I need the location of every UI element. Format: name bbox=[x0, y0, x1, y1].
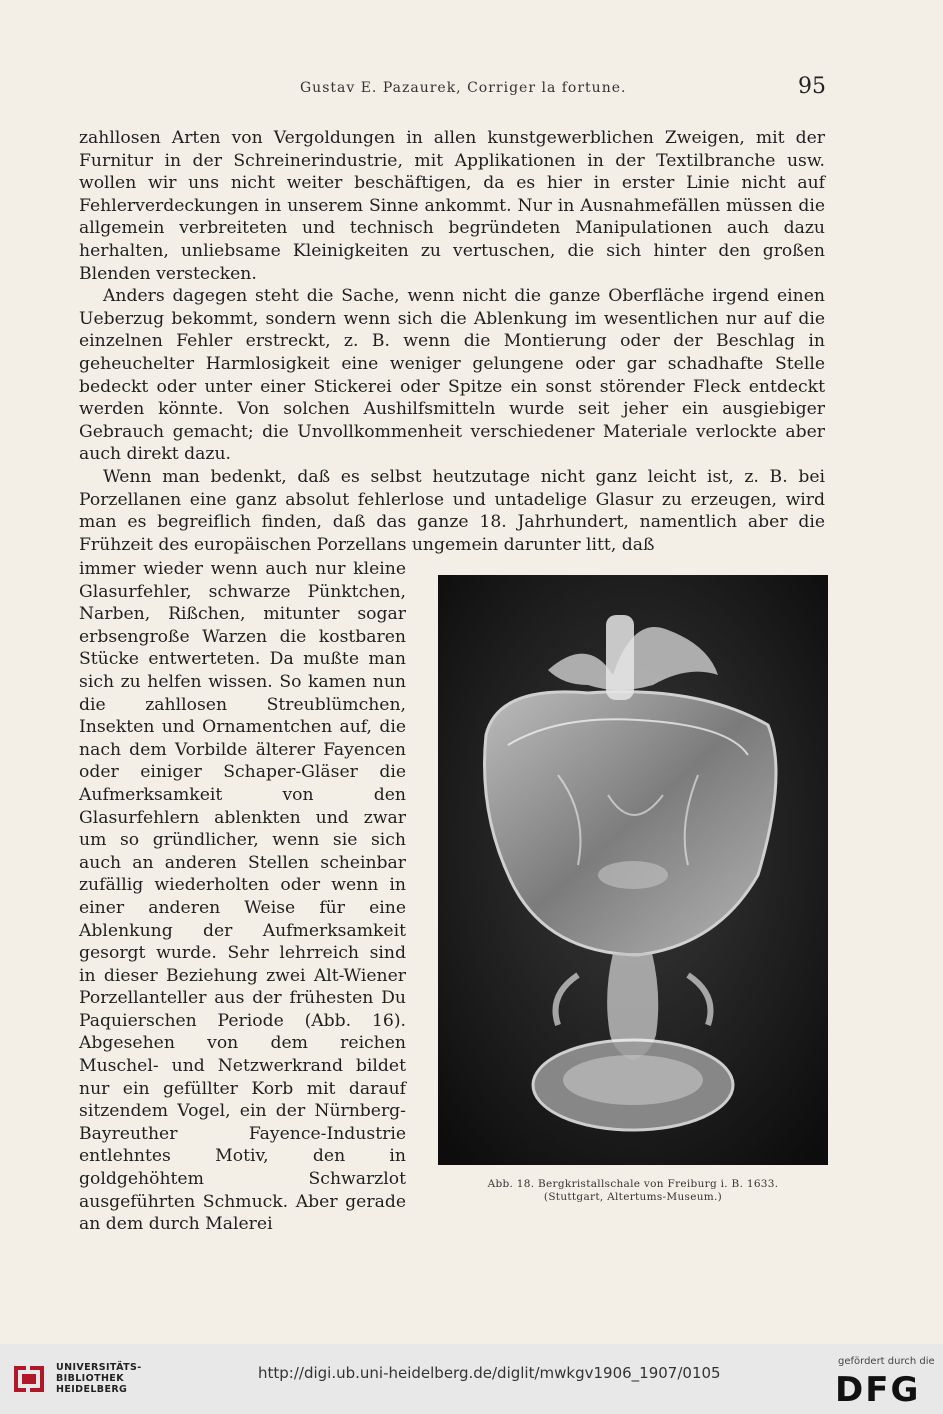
paragraph-2: Anders dagegen steht die Sache, wenn nicht die ganze Oberfläche irgend einen Ueberzug bekommt, sondern wenn sich die Ablenkung im wesentlichen nur auf die einzelnen Fehler erstreckt, z. B. wenn die Montierung oder der Beschlag in geheuchelter Harmlosigkeit eine weniger gelungene oder gar schadhafte Stelle bedeckt oder unter einer Stickerei oder Spitze ein sonst störender Fleck entdeckt werden könnte. Von solchen Aushilfsmitteln wurde seit jeher ein ausgiebiger Gebrauch gemacht; die Unvollkommenheit verschiedener Materiale verlockte aber auch direkt dazu. bbox=[79, 286, 825, 465]
crystal-bowl-illustration bbox=[438, 575, 828, 1165]
running-head bbox=[0, 74, 943, 104]
funded-by-label: gefördert durch die bbox=[838, 1356, 935, 1367]
figure-crystal-bowl-photo bbox=[438, 575, 828, 1165]
body-text bbox=[79, 127, 825, 556]
paragraph-3-continued: immer wieder wenn auch nur kleine Glasurfehler, schwarze Pünktchen, Narben, Rißchen, mitunter sogar erbsengroße Warzen die kostbaren Stücke entwerteten. Da mußte man sich zu helfen wissen. So kamen nun die zahllosen Streublümchen, Insekten und Ornamentchen auf, die nach dem Vorbilde älterer Fayencen oder einiger Schaper-Gläser die Aufmerksamkeit von den Glasurfehlern ablenkten und zwar um so gründlicher, wenn sie sich auch an anderen Stellen scheinbar zufällig wiederholten oder wenn in einer anderen Weise für eine Ablenkung der Aufmerksamkeit gesorgt wurde. Sehr lehrreich sind in dieser Beziehung zwei Alt-Wiener Porzellanteller aus der frühesten Du Paquierschen Periode (Abb. 16). Abgesehen von dem reichen Muschel- und Netzwerkrand bildet nur ein gefüllter Korb mit darauf sitzendem Vogel, ein der Nürnberg-Bayreuther Fayence-Industrie entlehntes Motiv, den in goldgehöhtem Schwarzlot ausgeführten Schmuck. Aber gerade an dem durch Malerei bbox=[79, 559, 406, 1235]
library-name-line-3: HEIDELBERG bbox=[56, 1384, 128, 1395]
page-number: 95 bbox=[798, 74, 826, 99]
paragraph-1: zahllosen Arten von Vergoldungen in allen kunstgewerblichen Zweigen, mit der Furnitur in der Schreinerindustrie, mit Applikationen in der Textilbranche usw. wollen wir uns nicht weiter beschäftigen, da es hier in erster Linie nicht auf Fehlerverdeckungen in unserem Sinne ankommt. Nur in Ausnahmefällen müssen die allgemein verbreiteten und technisch begründeten Manipulationen auch dazu herhalten, unliebsame Kleinigkeiten zu vertuschen, die sich hinter den großen Blenden verstecken. bbox=[79, 128, 825, 284]
figure-caption bbox=[438, 1178, 828, 1204]
paragraph-3: Wenn man bedenkt, daß es selbst heutzutage nicht ganz leicht ist, z. B. bei Porzellanen eine ganz absolut fehlerlose und untadelige Glasur zu erzeugen, wird man es begreiflich finden, daß das ganze 18. Jahrhundert, namentlich aber die Frühzeit des europäischen Porzellans ungemein darunter litt, daß bbox=[79, 466, 825, 555]
library-name bbox=[56, 1362, 142, 1395]
dfg-logo: DFG bbox=[835, 1370, 921, 1410]
caption-line-2: (Stuttgart, Altertums-Museum.) bbox=[543, 1191, 723, 1203]
library-name-line-2: BIBLIOTHEK bbox=[56, 1373, 124, 1384]
running-title: Gustav E. Pazaurek, Corriger la fortune. bbox=[300, 80, 627, 96]
permalink-url[interactable]: http://digi.ub.uni-heidelberg.de/diglit/mwkgv1906_1907/0105 bbox=[258, 1364, 721, 1382]
ub-heidelberg-logo-icon bbox=[10, 1360, 48, 1398]
footer-bar bbox=[0, 1344, 943, 1414]
caption-line-1: Abb. 18. Bergkristallschale von Freiburg i. B. 1633. bbox=[487, 1178, 779, 1190]
library-name-line-1: UNIVERSITÄTS- bbox=[56, 1362, 142, 1373]
